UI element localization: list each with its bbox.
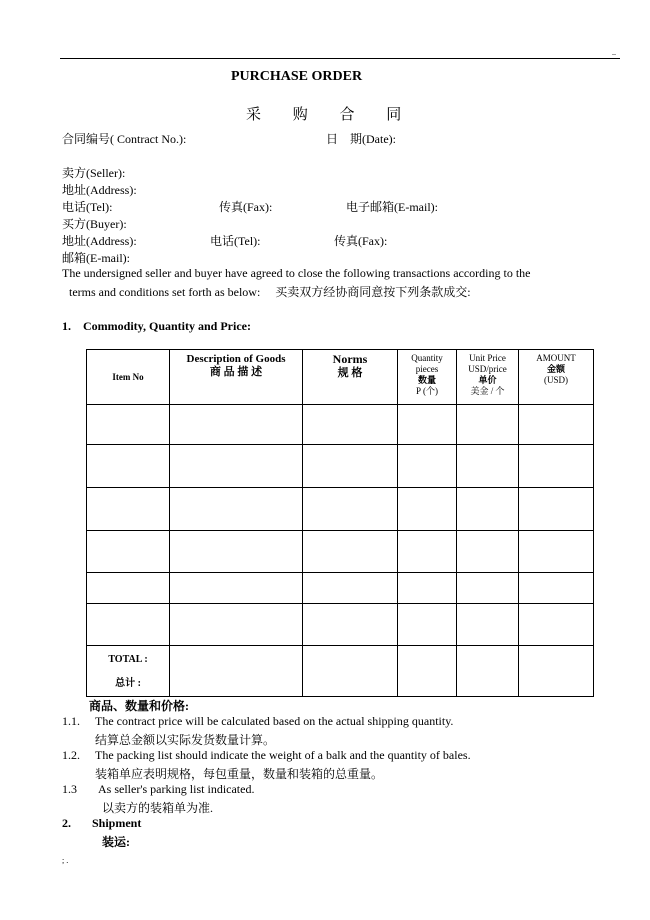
table-cell[interactable] — [87, 531, 170, 573]
footer-mark: ; . — [62, 856, 69, 865]
table-cell[interactable] — [303, 531, 398, 573]
col-amount — [519, 350, 594, 405]
table-cell[interactable] — [398, 488, 457, 531]
seller-tel: 电话(Tel): — [62, 200, 113, 214]
col-unit-price-3: 单价 — [478, 375, 497, 385]
top-rule — [60, 58, 620, 59]
clause-text-en: The contract price will be calculated based on the actual shipping quantity. — [95, 714, 454, 728]
table-cell[interactable] — [457, 488, 519, 531]
clause-text-cn: 装箱单应表明规格，每包重量，数量和装箱的总重量。 — [95, 767, 384, 781]
table-cell[interactable] — [303, 573, 398, 604]
table-cell[interactable] — [398, 445, 457, 488]
contract-no-label: 合同编号( Contract No.): — [62, 132, 187, 146]
table-cell[interactable] — [170, 531, 303, 573]
clause-num: 1.2. — [62, 748, 80, 762]
table-cell[interactable] — [519, 531, 594, 573]
table-cell[interactable] — [398, 646, 457, 697]
table-cell[interactable] — [170, 604, 303, 646]
table-cell[interactable] — [457, 604, 519, 646]
clause-text-cn: 结算总金额以实际发货数量计算。 — [95, 733, 276, 747]
table-cell[interactable] — [87, 405, 170, 445]
col-norms-cn: 规 格 — [337, 367, 363, 379]
table-cell[interactable] — [87, 604, 170, 646]
table-cell[interactable] — [170, 405, 303, 445]
table-cell[interactable] — [519, 573, 594, 604]
table-cell[interactable] — [457, 405, 519, 445]
table-cell[interactable] — [398, 573, 457, 604]
table-row — [87, 573, 594, 604]
col-quantity — [398, 350, 457, 405]
section-1-heading: 1. Commodity, Quantity and Price: — [62, 319, 251, 333]
col-amount-2: 金额 — [546, 364, 565, 374]
col-quantity-4: P (个) — [416, 386, 438, 396]
table-header-row — [87, 350, 594, 405]
intro-line-2: terms and conditions set forth as below: 买卖双方经协商同意按下列条款成交: — [69, 285, 471, 299]
table-cell[interactable] — [303, 445, 398, 488]
table-cell[interactable] — [303, 646, 398, 697]
clause-text-cn: 以卖方的装箱单为准. — [102, 801, 214, 815]
date-label: 日 期(Date): — [326, 132, 396, 146]
goods-table — [86, 349, 594, 697]
col-unit-price-2: USD/price — [468, 364, 507, 374]
table-cell[interactable] — [303, 488, 398, 531]
col-quantity-1: Quantity — [411, 353, 443, 363]
table-cell[interactable] — [519, 405, 594, 445]
table-cell[interactable] — [87, 445, 170, 488]
table-cell[interactable] — [457, 531, 519, 573]
table-cell[interactable] — [519, 445, 594, 488]
table-cell[interactable] — [519, 488, 594, 531]
clause-text-en: As seller's parking list indicated. — [98, 782, 255, 796]
intro-line-1: The undersigned seller and buyer have agreed to close the following transactions according to the — [62, 266, 531, 280]
page-title: PURCHASE ORDER — [231, 69, 363, 84]
total-label-en: TOTAL : — [108, 654, 148, 665]
col-description-en: Description of Goods — [186, 353, 286, 365]
table-cell[interactable] — [170, 646, 303, 697]
col-norms — [303, 350, 398, 405]
clause-num: 1.1. — [62, 714, 80, 728]
seller-email: 电子邮箱(E-mail): — [346, 200, 438, 214]
seller-fax: 传真(Fax): — [219, 200, 273, 214]
table-row — [87, 445, 594, 488]
col-quantity-2: pieces — [415, 364, 439, 374]
table-cell[interactable] — [398, 405, 457, 445]
table-cell[interactable] — [457, 445, 519, 488]
corner-mark: .. — [612, 48, 616, 57]
col-item-no: Item No — [87, 350, 170, 405]
table-cell[interactable] — [398, 604, 457, 646]
table-cell[interactable] — [303, 604, 398, 646]
clause-text-en: The packing list should indicate the weight of a balk and the quantity of bales. — [95, 748, 471, 762]
table-cell[interactable] — [170, 445, 303, 488]
col-unit-price-1: Unit Price — [469, 353, 506, 363]
total-row — [87, 646, 594, 697]
section-2-heading-cn: 装运: — [102, 835, 130, 849]
section-1-heading-cn: 商品、数量和价格: — [89, 699, 189, 713]
table-cell[interactable] — [457, 573, 519, 604]
col-quantity-3: 数量 — [417, 375, 436, 385]
table-row — [87, 488, 594, 531]
total-label-cn: 总计 : — [115, 678, 141, 689]
seller-address: 地址(Address): — [62, 183, 137, 197]
table-cell[interactable] — [519, 604, 594, 646]
table-cell[interactable] — [87, 488, 170, 531]
col-amount-1: AMOUNT — [536, 353, 576, 363]
col-amount-3: (USD) — [544, 375, 568, 385]
total-amount-cell[interactable] — [519, 646, 594, 697]
table-cell[interactable] — [170, 488, 303, 531]
col-description-cn: 商 品 描 述 — [209, 366, 263, 378]
col-norms-en: Norms — [332, 352, 368, 366]
table-cell[interactable] — [170, 573, 303, 604]
section-2-num: 2. — [62, 816, 71, 830]
buyer-fax: 传真(Fax): — [334, 234, 388, 248]
page-title-cn: 采 购 合 同 — [246, 107, 416, 123]
col-unit-price-4: 美金 / 个 — [470, 386, 505, 396]
table-row — [87, 405, 594, 445]
table-cell[interactable] — [457, 646, 519, 697]
col-unit-price — [457, 350, 519, 405]
total-label — [87, 646, 170, 697]
table-cell[interactable] — [87, 573, 170, 604]
buyer-label: 买方(Buyer): — [62, 217, 127, 231]
buyer-tel: 电话(Tel): — [210, 234, 261, 248]
seller-label: 卖方(Seller): — [62, 166, 126, 180]
buyer-address: 地址(Address): — [62, 234, 137, 248]
clause-num: 1.3 — [62, 782, 77, 796]
buyer-email: 邮箱(E-mail): — [62, 251, 130, 265]
table-cell[interactable] — [303, 405, 398, 445]
table-row — [87, 604, 594, 646]
table-row — [87, 531, 594, 573]
col-description — [170, 350, 303, 405]
section-2-heading: Shipment — [92, 816, 142, 830]
table-cell[interactable] — [398, 531, 457, 573]
